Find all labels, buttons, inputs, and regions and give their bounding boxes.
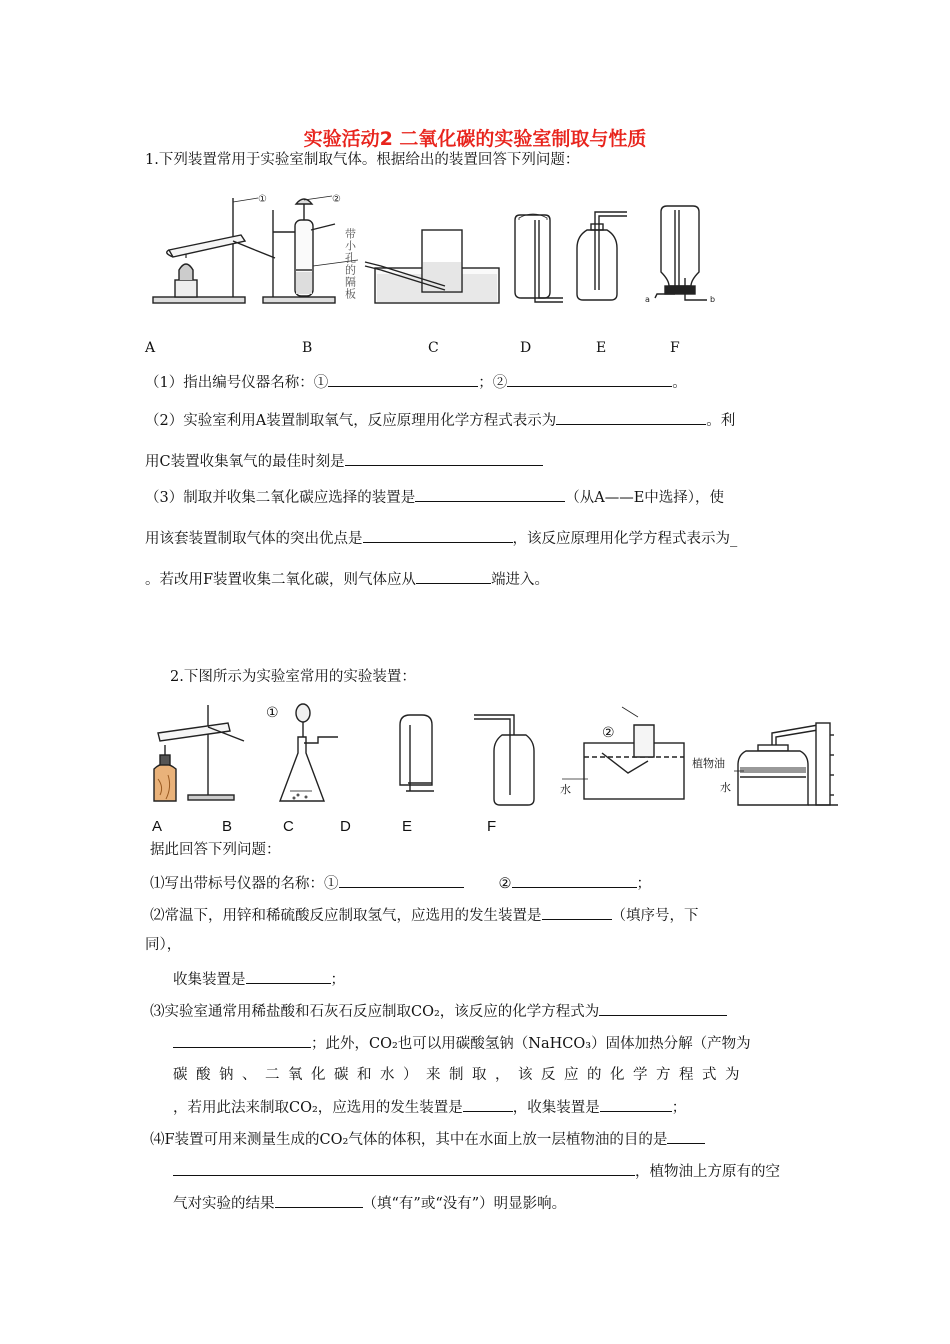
q2-label-a: A — [152, 818, 163, 835]
q2-blank-co2-equation[interactable] — [599, 1001, 727, 1016]
q1-part1 — [145, 372, 687, 393]
q2-blank-oil-purpose-cont[interactable] — [173, 1161, 635, 1176]
q2-sub4-text: ⑷F装置可用来测量生成的CO₂气体的体积，其中在水面上放一层植物油的目的是 — [150, 1132, 668, 1148]
q2-blank-hydrogen-generator[interactable] — [542, 905, 612, 920]
q2-apparatus-figure — [148, 695, 838, 815]
q1-part1-text: （1）指出编号仪器名称：① — [145, 375, 329, 391]
q2-blank-instrument-1[interactable] — [339, 873, 464, 888]
q2-apparatus-jar-up — [474, 715, 534, 805]
q2-lead: 据此回答下列问题： — [150, 842, 281, 858]
q1-blank-gas-port[interactable] — [416, 569, 491, 584]
q2-sub3-text3: 碳酸钠、二氧化碳和水）来制取，该反应的化学方程式为 — [173, 1067, 748, 1083]
q2-apparatus-jar-down — [400, 715, 434, 791]
q1-part3-line3 — [145, 569, 549, 590]
q1-apparatus-d — [515, 214, 563, 302]
q2-sub1-sep: ② — [498, 876, 512, 892]
q1-intro: 1.下列装置常用于实验室制取气体。根据给出的装置回答下列问题： — [145, 152, 580, 168]
q1-label-d: D — [520, 340, 532, 356]
q1-part2-line1 — [145, 410, 735, 431]
q1-apparatus-a — [153, 198, 275, 303]
q2-label-c: C — [283, 818, 294, 835]
q2-sub3-text5: ，收集装置是 — [512, 1100, 600, 1116]
q1-apparatus-f — [655, 206, 707, 300]
q2-fig-water-2: 水 — [720, 781, 731, 794]
q2-fig-circled-1: ① — [266, 705, 279, 721]
q2-sub2-tail: （填序号，下 — [611, 908, 699, 924]
q1-fig-port-b: b — [710, 295, 716, 304]
q2-apparatus-gas-measure — [734, 723, 838, 805]
q2-sub3-line2 — [173, 1033, 751, 1054]
q1-blank-co2-apparatus[interactable] — [415, 487, 565, 502]
q2-fig-water: 水 — [560, 783, 571, 796]
q2-blank-hydrogen-collector[interactable] — [246, 969, 331, 984]
page-title: 实验活动2 二氧化碳的实验室制取与性质 — [303, 128, 647, 150]
q2-sub1 — [150, 873, 651, 894]
q2-fig-circled-2: ② — [602, 725, 615, 741]
q1-label-e: E — [596, 340, 607, 356]
q1-label-f: F — [670, 340, 680, 356]
q1-apparatus-figure — [145, 190, 730, 312]
q1-blank-oxygen-equation[interactable] — [556, 410, 706, 425]
q1-part3-line2 — [145, 528, 737, 549]
q2-sub3-line1 — [150, 1001, 727, 1022]
q2-sub3-text2: ；此外，CO₂也可以用碳酸氢钠（NaHCO₃）固体加热分解（产物为 — [311, 1036, 751, 1052]
q2-blank-nahco3-collector[interactable] — [600, 1097, 672, 1112]
q1-part3-text3: ，该反应原理用化学方程式表示为_ — [512, 531, 738, 547]
q1-apparatus-c — [365, 230, 499, 303]
q2-apparatus-trough — [562, 707, 684, 799]
q2-label-f: F — [487, 818, 497, 835]
q2-sub1-end: ； — [636, 876, 651, 892]
q2-label-d: D — [340, 818, 351, 835]
q1-apparatus-e — [577, 212, 627, 300]
q2-label-b: B — [222, 818, 233, 835]
q2-apparatus-lamp — [154, 745, 176, 801]
q1-part3-line1 — [145, 487, 724, 508]
q2-fig-oil: 植物油 — [692, 757, 725, 770]
q2-sub4-line1 — [150, 1129, 705, 1150]
q2-sub2-line1 — [150, 905, 699, 926]
q1-part3-tail: （从A——E中选择），使 — [565, 490, 725, 506]
q1-blank-instrument-2[interactable] — [507, 372, 672, 387]
q2-sub4-line3 — [173, 1193, 566, 1214]
q2-sub4-text2: ，植物油上方原有的空 — [635, 1164, 780, 1180]
q2-sub4-line2 — [173, 1161, 780, 1182]
q2-apparatus-flask — [280, 704, 338, 801]
q2-sub3-text: ⑶实验室通常用稀盐酸和石灰石反应制取CO₂，该反应的化学方程式为 — [150, 1004, 600, 1020]
q2-blank-nahco3-generator[interactable] — [463, 1097, 513, 1112]
q1-label-b: B — [302, 340, 313, 356]
q2-sub2-text2: 收集装置是 — [173, 972, 246, 988]
q2-blank-instrument-2[interactable] — [512, 873, 637, 888]
q1-part1-end: 。 — [672, 375, 687, 391]
q1-fig-port-a: a — [645, 295, 650, 304]
q1-blank-instrument-1[interactable] — [328, 372, 478, 387]
q2-sub3-line3 — [173, 1065, 805, 1085]
q1-part3-text2: 用该套装置制取气体的突出优点是 — [145, 531, 363, 547]
q1-part3-text: （3）制取并收集二氧化碳应选择的装置是 — [145, 490, 416, 506]
q1-blank-collect-time[interactable] — [345, 451, 543, 466]
q2-label-e: E — [402, 818, 413, 835]
q2-sub2-end: ； — [330, 972, 345, 988]
q2-blank-co2-equation-cont[interactable] — [173, 1033, 311, 1048]
q1-fig-circled-1: ① — [258, 194, 267, 205]
q2-sub4-text3: 气对实验的结果 — [173, 1196, 275, 1212]
q1-fig-circled-2: ② — [332, 194, 341, 205]
q2-intro: 2.下图所示为实验室常用的实验装置： — [170, 669, 416, 685]
q1-part3-end: 端进入。 — [491, 572, 550, 588]
q2-sub3-line4 — [173, 1097, 686, 1118]
q1-part2-tail: 。利 — [706, 413, 736, 429]
q1-part2-text: （2）实验室利用A装置制取氧气，反应原理用化学方程式表示为 — [145, 413, 557, 429]
q2-blank-oil-purpose[interactable] — [667, 1129, 705, 1144]
q2-sub2-line3 — [173, 969, 345, 990]
q1-label-a: A — [145, 340, 156, 356]
q2-sub4-end: （填“有”或“没有”）明显影响。 — [362, 1196, 567, 1212]
q1-part1-sep: ；② — [478, 375, 508, 391]
q2-sub1-text: ⑴写出带标号仪器的名称：① — [150, 876, 339, 892]
q1-fig-partition-note: 带小孔的隔板 — [343, 228, 357, 300]
q2-sub2-line2: 同）， — [145, 937, 182, 953]
q1-part2-text2: 用C装置收集氧气的最佳时刻是 — [145, 454, 345, 470]
q1-part2-line2 — [145, 451, 543, 472]
q1-blank-advantage[interactable] — [363, 528, 513, 543]
q2-sub3-text4: ，若用此法来制取CO₂，应选用的发生装置是 — [173, 1100, 463, 1116]
q1-part3-text4: 。若改用F装置收集二氧化碳，则气体应从 — [145, 572, 417, 588]
q2-sub2-text: ⑵常温下，用锌和稀硫酸反应制取氢气，应选用的发生装置是 — [150, 908, 542, 924]
q1-label-c: C — [428, 340, 439, 356]
q2-sub3-end: ； — [671, 1100, 687, 1116]
q2-blank-air-effect[interactable] — [275, 1193, 363, 1208]
